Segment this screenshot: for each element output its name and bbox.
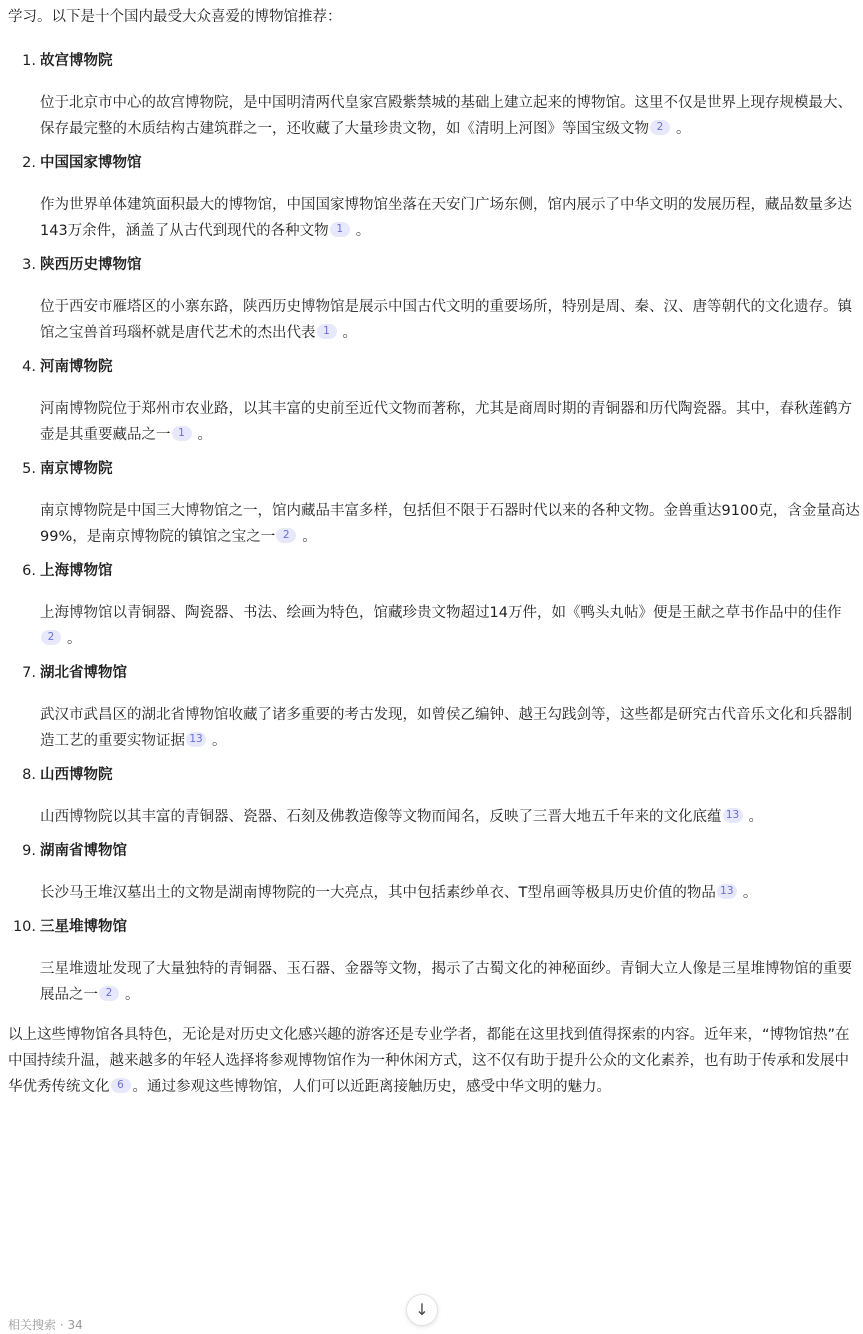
sentence-end: 。 [67, 631, 82, 647]
list-number: 5. [22, 461, 36, 477]
list-number: 8. [22, 767, 36, 783]
list-number: 10. [12, 919, 36, 935]
museum-description [40, 294, 860, 346]
description-text: 河南博物院位于郑州市农业路，以其丰富的史前至近代文物而著称，尤其是商周时期的青铜器和历代陶瓷器。其中，春秋莲鹤方壶是其重要藏品之一 [40, 401, 852, 443]
description-text: 山西博物院以其丰富的青铜器、瓷器、石刻及佛教造像等文物而闻名，反映了三晋大地五千年来的文化底蕴 [40, 809, 722, 825]
answer-content [8, 4, 860, 1100]
museum-item [8, 456, 860, 550]
museum-description [40, 956, 860, 1008]
citation-badge[interactable]: 1 [330, 222, 350, 237]
outro-text: 以上这些博物馆各具特色，无论是对历史文化感兴趣的游客还是专业学者，都能在这里找到值得探索的内容。近年来，“博物馆热”在中国持续升温，越来越多的年轻人选择将参观博物馆作为一种休闲方式，这不仅有助于提升公众的文化素养，也有助于传承和发展中华优秀传统文化 [8, 1027, 850, 1095]
outro-text-end: 。通过参观这些博物馆，人们可以近距离接触历史，感受中华文明的魅力。 [132, 1079, 611, 1095]
sentence-end: 。 [125, 987, 140, 1003]
museum-item [8, 838, 860, 906]
museum-description [40, 702, 860, 754]
citation-badge[interactable]: 2 [99, 986, 119, 1001]
description-text: 南京博物院是中国三大博物馆之一，馆内藏品丰富多样，包括但不限于石器时代以来的各种文物。金兽重达9100克，含金量高达99%，是南京博物院的镇馆之宝之一 [40, 503, 860, 545]
museum-item [8, 914, 860, 1008]
museum-item [8, 762, 860, 830]
related-search-label: 相关搜索 · 34 [8, 1318, 83, 1332]
museum-name: 湖北省博物馆 [40, 665, 127, 681]
sentence-end: 。 [302, 529, 317, 545]
description-text: 上海博物馆以青铜器、陶瓷器、书法、绘画为特色，馆藏珍贵文物超过14万件，如《鸭头丸帖》便是王献之草书作品中的佳作 [40, 605, 842, 621]
description-text: 武汉市武昌区的湖北省博物馆收藏了诸多重要的考古发现，如曾侯乙编钟、越王勾践剑等，这些都是研究古代音乐文化和兵器制造工艺的重要实物证据 [40, 707, 852, 749]
museum-name: 河南博物院 [40, 359, 113, 375]
sentence-end: 。 [197, 427, 212, 443]
list-number: 1. [22, 53, 36, 69]
museum-name: 南京博物院 [40, 461, 113, 477]
list-number: 7. [22, 665, 36, 681]
description-text: 位于北京市中心的故宫博物院，是中国明清两代皇家宫殿紫禁城的基础上建立起来的博物馆。这里不仅是世界上现存规模最大、保存最完整的木质结构古建筑群之一，还收藏了大量珍贵文物，如《清明上河图》等国宝级文物 [40, 95, 852, 137]
outro-paragraph [8, 1022, 860, 1100]
sentence-end: 。 [676, 121, 691, 137]
citation-badge[interactable]: 13 [723, 808, 743, 823]
list-number: 6. [22, 563, 36, 579]
list-number: 2. [22, 155, 36, 171]
museum-name: 陕西历史博物馆 [40, 257, 142, 273]
citation-badge[interactable]: 2 [41, 630, 61, 645]
citation-badge[interactable]: 13 [186, 732, 206, 747]
museum-name: 湖南省博物馆 [40, 843, 127, 859]
museum-item [8, 252, 860, 346]
description-text: 长沙马王堆汉墓出土的文物是湖南博物院的一大亮点，其中包括素纱单衣、T型帛画等极具历史价值的物品 [40, 885, 716, 901]
museum-name: 三星堆博物馆 [40, 919, 127, 935]
museum-description [40, 600, 860, 652]
museum-item [8, 558, 860, 652]
museum-name: 中国国家博物馆 [40, 155, 142, 171]
museum-item [8, 150, 860, 244]
museum-item [8, 660, 860, 754]
sentence-end: 。 [212, 733, 227, 749]
citation-badge[interactable]: 1 [317, 324, 337, 339]
list-number: 3. [22, 257, 36, 273]
list-number: 4. [22, 359, 36, 375]
citation-badge[interactable]: 6 [111, 1078, 131, 1093]
arrow-down-icon: ↓ [415, 1300, 429, 1319]
sentence-end: 。 [742, 885, 758, 901]
museum-description [40, 90, 860, 142]
description-text: 作为世界单体建筑面积最大的博物馆，中国国家博物馆坐落在天安门广场东侧，馆内展示了中华文明的发展历程，藏品数量多达143万余件，涵盖了从古代到现代的各种文物 [40, 197, 852, 239]
museum-list [8, 48, 860, 1008]
scroll-down-button[interactable] [406, 1294, 438, 1326]
citation-badge[interactable]: 2 [650, 120, 670, 135]
citation-badge[interactable]: 1 [172, 426, 192, 441]
intro-text: 学习。以下是十个国内最受大众喜爱的博物馆推荐： [8, 9, 342, 25]
museum-name: 上海博物馆 [40, 563, 113, 579]
museum-description [40, 804, 860, 830]
list-number: 9. [22, 843, 36, 859]
museum-item [8, 354, 860, 448]
citation-badge[interactable]: 2 [276, 528, 296, 543]
description-text: 三星堆遗址发现了大量独特的青铜器、玉石器、金器等文物，揭示了古蜀文化的神秘面纱。青铜大立人像是三星堆博物馆的重要展品之一 [40, 961, 852, 1003]
museum-description [40, 396, 860, 448]
museum-name: 山西博物院 [40, 767, 113, 783]
sentence-end: 。 [355, 223, 371, 239]
museum-description [40, 498, 860, 550]
sentence-end: 。 [748, 809, 763, 825]
museum-description [40, 880, 860, 906]
museum-item [8, 48, 860, 142]
museum-description [40, 192, 860, 244]
citation-badge[interactable]: 13 [717, 884, 737, 899]
description-text: 位于西安市雁塔区的小寨东路，陕西历史博物馆是展示中国古代文明的重要场所，特别是周、秦、汉、唐等朝代的文化遗存。镇馆之宝兽首玛瑙杯就是唐代艺术的杰出代表 [40, 299, 852, 341]
sentence-end: 。 [342, 325, 357, 341]
museum-name: 故宫博物院 [40, 53, 113, 69]
